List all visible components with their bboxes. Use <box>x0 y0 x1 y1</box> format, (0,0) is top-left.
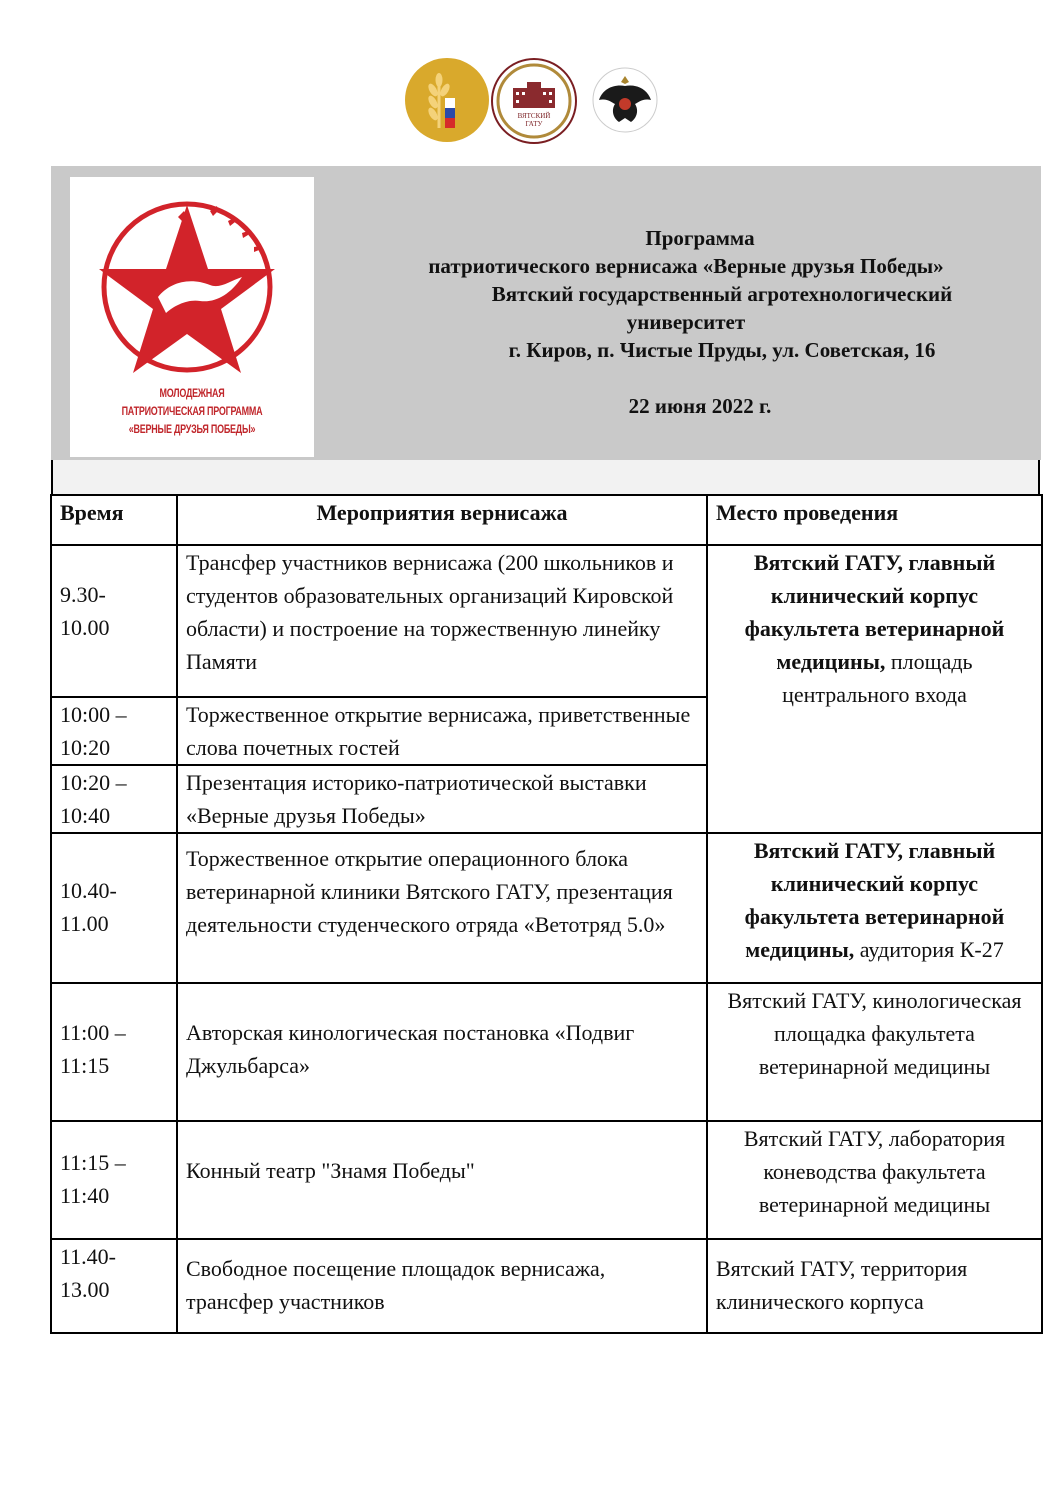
svg-text:ГАТУ: ГАТУ <box>525 120 543 128</box>
table-spacer-row <box>51 460 1040 494</box>
time-end: 10.00 <box>60 615 110 640</box>
event-cell: Авторская кинологическая постановка «Подвиг Джульбарса» <box>177 983 707 1121</box>
program-logo-caption <box>97 385 287 439</box>
title-line: Вятский государственный агротехнологический <box>491 282 953 306</box>
column-header-time: Время <box>51 495 177 545</box>
caption-line: МОЛОДЕЖНАЯ <box>159 388 225 400</box>
time-start: 11:15 – <box>60 1150 126 1175</box>
time-cell <box>51 1239 177 1333</box>
title-line <box>360 364 1040 392</box>
ministry-agriculture-logo <box>405 58 489 142</box>
place-bold: Вятский ГАТУ, главный клинический корпус факультета ветеринарной медицины, <box>744 838 1005 962</box>
place-bold: Вятский ГАТУ, главный клинический корпус факультета ветеринарной медицины, <box>744 550 1005 674</box>
place-cell <box>707 983 1042 1121</box>
event-cell: Трансфер участников вернисажа (200 школьников и студентов образовательных организаций Кировской области) и построение на торжественную линейку Памяти <box>177 545 707 697</box>
table-row <box>51 545 1042 697</box>
time-end: 11.00 <box>60 911 109 936</box>
time-start: 10:20 – <box>60 770 127 795</box>
time-start: 11:00 – <box>60 1020 126 1045</box>
table-row <box>51 1121 1042 1239</box>
time-end: 10:40 <box>60 803 111 828</box>
place-cell <box>707 833 1042 983</box>
table-row <box>51 833 1042 983</box>
vyatka-gatu-logo <box>491 58 577 144</box>
place-regular: площадь центрального входа <box>782 649 973 707</box>
time-cell <box>51 833 177 983</box>
program-logo <box>70 177 314 457</box>
event-cell: Презентация историко-патриотической выставки «Верные друзья Победы» <box>177 765 707 833</box>
time-end: 10:20 <box>60 735 111 760</box>
title-line: университет <box>626 310 746 334</box>
table-row <box>51 1239 1042 1333</box>
time-cell <box>51 697 177 765</box>
time-start: 9.30- <box>60 582 106 607</box>
svg-text:ВЯТСКИЙ: ВЯТСКИЙ <box>517 112 551 120</box>
event-cell: Конный театр "Знамя Победы" <box>177 1121 707 1239</box>
place-cell <box>707 545 1042 833</box>
schedule-table <box>50 494 1043 1334</box>
title-line: г. Киров, п. Чистые Пруды, ул. Советская, 16 <box>508 338 936 362</box>
time-end: 11:40 <box>60 1183 110 1208</box>
time-start: 10:00 – <box>60 702 127 727</box>
event-cell: Свободное посещение площадок вернисажа, трансфер участников <box>177 1239 707 1333</box>
red-star-emblem-icon <box>70 177 314 377</box>
place-cell <box>707 1121 1042 1239</box>
place-regular: аудитория К-27 <box>854 937 1004 962</box>
time-end: 11:15 <box>60 1053 110 1078</box>
title-line: патриотического вернисажа «Верные друзья Победы» <box>428 254 944 278</box>
time-end: 13.00 <box>60 1277 110 1302</box>
column-header-place: Место проведения <box>707 495 1042 545</box>
partner-logos <box>405 58 667 146</box>
time-cell <box>51 765 177 833</box>
time-start: 11.40- <box>60 1244 117 1269</box>
page-title <box>360 224 1040 420</box>
event-cell: Торжественное открытие операционного блока ветеринарной клиники Вятского ГАТУ, презентация деятельности студенческого отряда «Ветотряд 5.0» <box>177 833 707 983</box>
caption-line: «ВЕРНЫЕ ДРУЗЬЯ ПОБЕДЫ» <box>128 424 256 436</box>
time-cell <box>51 545 177 697</box>
event-date: 22 июня 2022 г. <box>628 394 772 418</box>
place-regular: Вятский ГАТУ, кинологическая площадка факультета ветеринарной медицины <box>727 988 1022 1079</box>
time-cell <box>51 983 177 1121</box>
table-header-row <box>51 495 1042 545</box>
place-regular: Вятский ГАТУ, лаборатория коневодства факультета ветеринарной медицины <box>743 1126 1006 1217</box>
place-regular: Вятский ГАТУ, территория клинического корпуса <box>716 1256 968 1314</box>
column-header-events: Мероприятия вернисажа <box>177 495 707 545</box>
time-cell <box>51 1121 177 1239</box>
title-line: Программа <box>645 226 755 250</box>
place-cell <box>707 1239 1042 1333</box>
caption-line: ПАТРИОТИЧЕСКАЯ ПРОГРАММА <box>121 406 263 418</box>
event-cell: Торжественное открытие вернисажа, приветственные слова почетных гостей <box>177 697 707 765</box>
double-headed-eagle-logo <box>585 58 665 142</box>
time-start: 10.40- <box>60 878 117 903</box>
table-row <box>51 983 1042 1121</box>
